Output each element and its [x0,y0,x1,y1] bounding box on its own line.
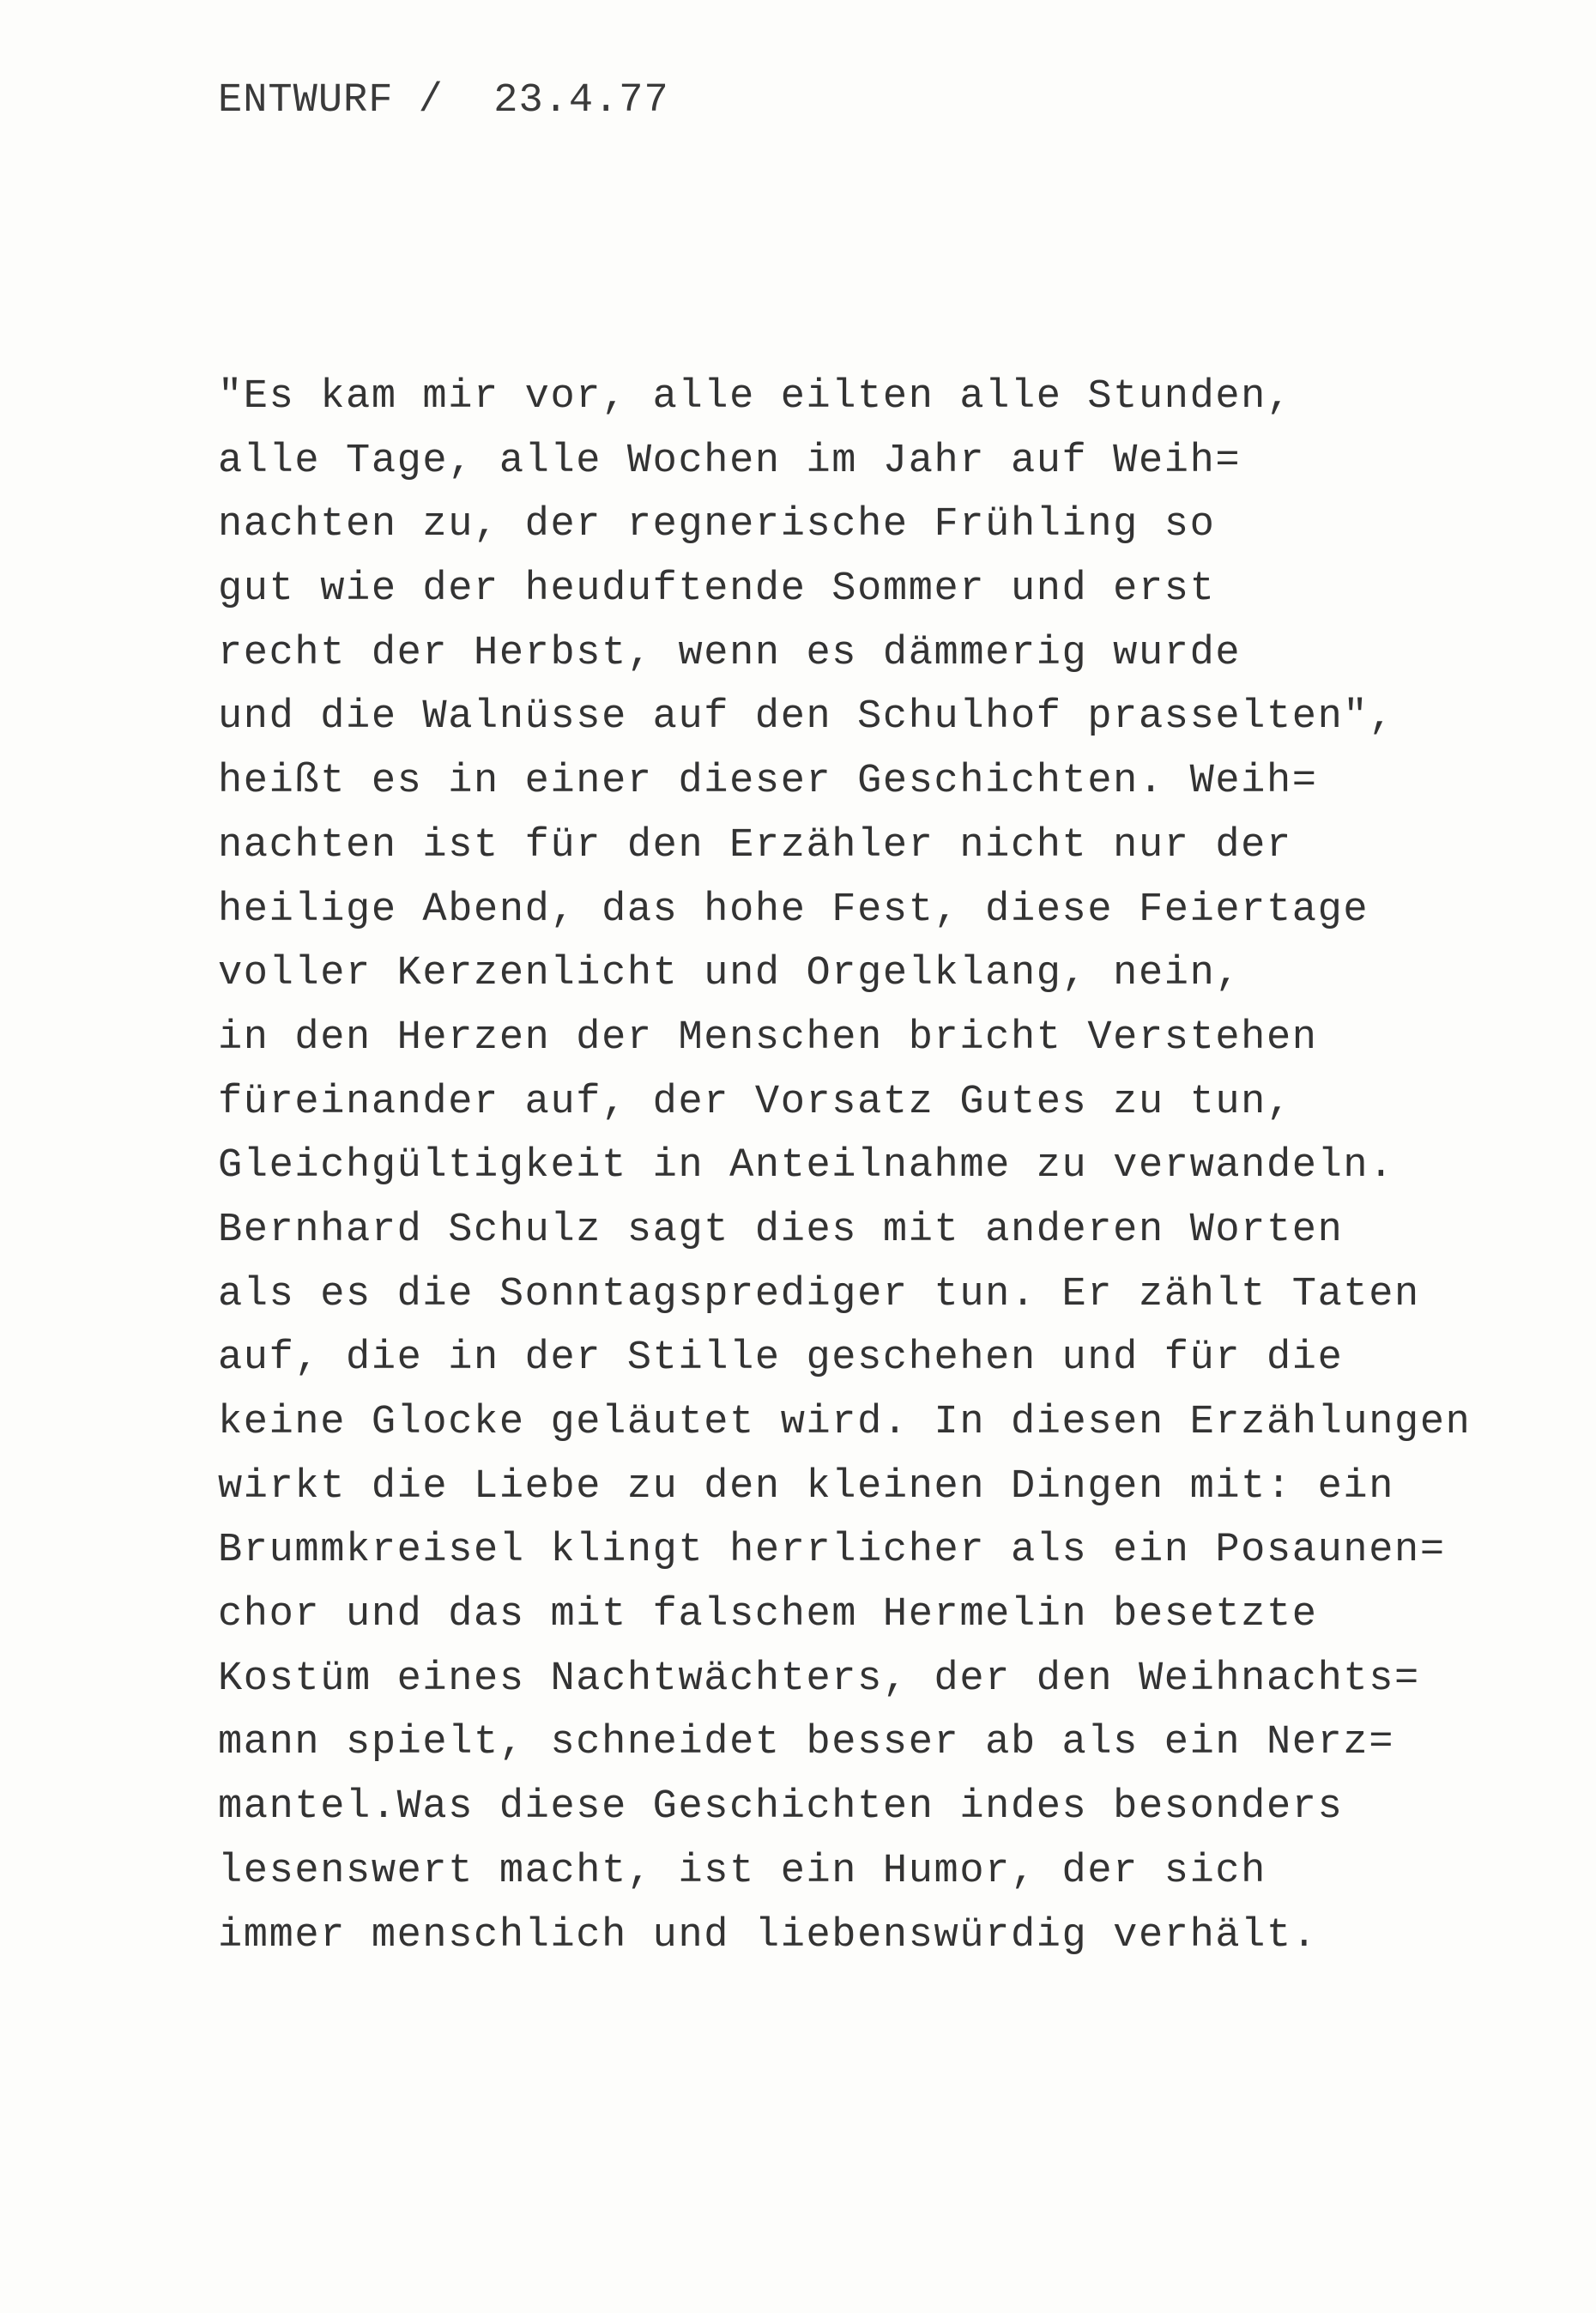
draft-header: ENTWURF / 23.4.77 [218,78,669,124]
text-line: als es die Sonntagsprediger tun. Er zählt Taten [218,1271,1420,1317]
text-line: recht der Herbst, wenn es dämmerig wurde [218,630,1242,676]
text-line: heilige Abend, das hohe Fest, diese Feiertage [218,887,1369,933]
text-line: Kostüm eines Nachtwächters, der den Weihnachts= [218,1656,1420,1702]
typed-text-body [218,366,1557,1968]
text-line: in den Herzen der Menschen bricht Verstehen [218,1014,1318,1061]
text-line: wirkt die Liebe zu den kleinen Dingen mit: ein [218,1463,1395,1510]
text-line: keine Glocke geläutet wird. In diesen Erzählungen [218,1400,1472,1445]
text-line: nachten zu, der regnerische Frühling so [218,502,1216,548]
text-line: lesenswert macht, ist ein Humor, der sich [218,1848,1267,1894]
text-line: "Es kam mir vor, alle eilten alle Stunden, [218,374,1292,420]
text-line: voller Kerzenlicht und Orgelklang, nein, [218,951,1242,997]
text-line: chor und das mit falschem Hermelin besetzte [218,1592,1318,1638]
text-line: mann spielt, schneidet besser ab als ein Nerz= [218,1720,1395,1766]
text-line: alle Tage, alle Wochen im Jahr auf Weih= [218,438,1242,484]
text-line: immer menschlich und liebenswürdig verhält. [218,1912,1318,1959]
text-line: mantel.Was diese Geschichten indes besonders [218,1784,1344,1831]
text-line: auf, die in der Stille geschehen und für die [218,1335,1344,1382]
text-line: und die Walnüsse auf den Schulhof prasselten", [218,694,1395,741]
text-line: heißt es in einer dieser Geschichten. Weih= [218,759,1318,805]
text-line: gut wie der heuduftende Sommer und erst [218,566,1216,613]
text-line: füreinander auf, der Vorsatz Gutes zu tun, [218,1079,1292,1125]
text-line: Bernhard Schulz sagt dies mit anderen Worten [218,1207,1344,1253]
text-line: nachten ist für den Erzähler nicht nur der [218,822,1292,869]
text-line: Gleichgültigkeit in Anteilnahme zu verwandeln. [218,1143,1395,1190]
text-line: Brummkreisel klingt herrlicher als ein Posaunen= [218,1528,1446,1574]
